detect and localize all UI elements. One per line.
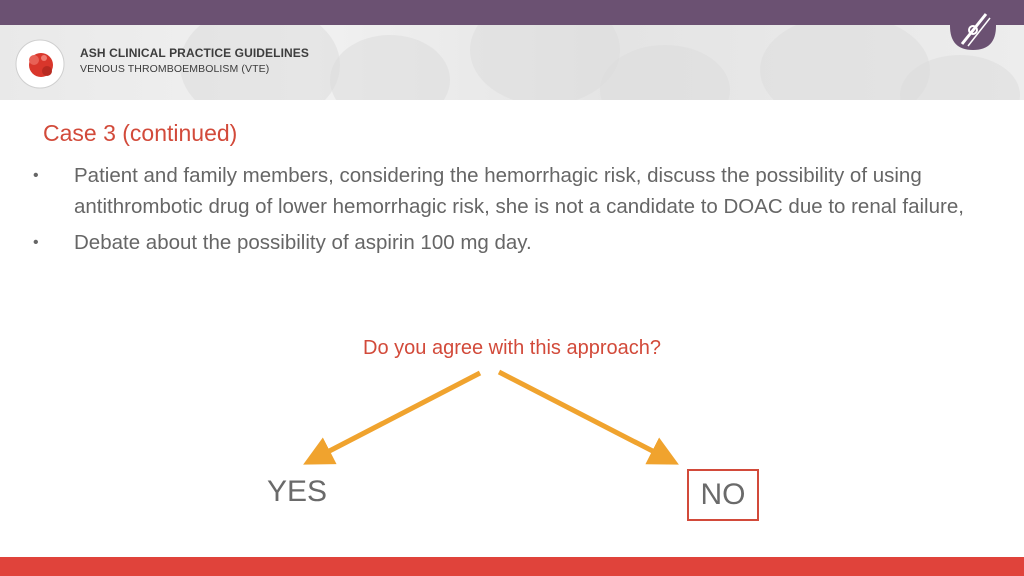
bullet-dot-icon: •	[33, 234, 39, 251]
bottom-bar	[0, 557, 1024, 576]
brand-subtitle: VENOUS THROMBOEMBOLISM (VTE)	[80, 63, 270, 75]
question-text: Do you agree with this approach?	[363, 337, 661, 359]
slide-title: Case 3 (continued)	[43, 120, 238, 146]
bullet-dot-icon: •	[33, 167, 39, 184]
bullet-text: Patient and family members, considering the hemorrhagic risk, discuss the possibility of using antithrombotic drug of lower hemorrhagic risk, she is not a candidate to DOAC due to renal failure,	[74, 164, 964, 218]
bullet-text: Debate about the possibility of aspirin 100 mg day.	[74, 231, 532, 254]
yes-option: YES	[266, 475, 328, 508]
arrow-to-no	[499, 372, 670, 460]
arrow-to-yes	[312, 373, 480, 460]
brand-title: ASH CLINICAL PRACTICE GUIDELINES	[80, 46, 309, 60]
no-option-selected: NO	[687, 469, 759, 521]
